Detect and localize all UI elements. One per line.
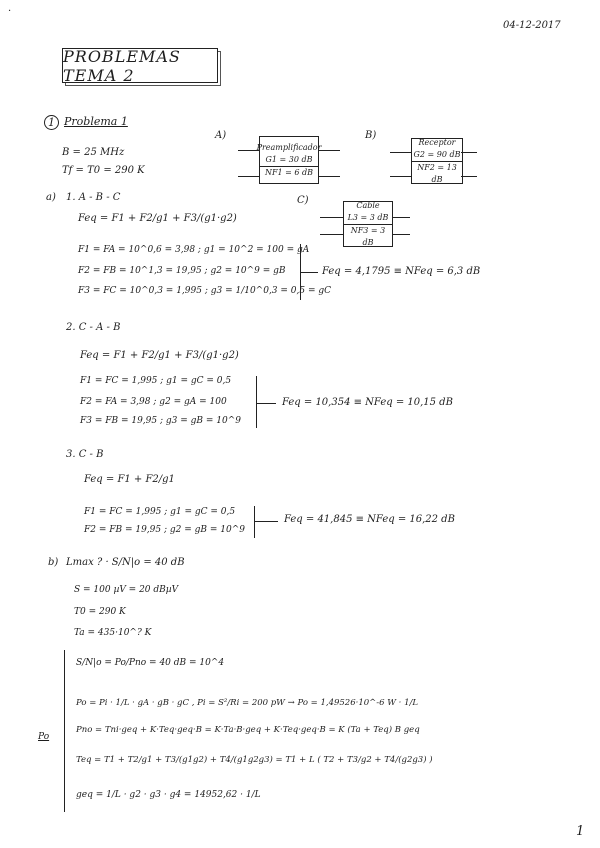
part-b-question: Lmax ? · S/N|o = 40 dB xyxy=(66,557,185,568)
case1-result: Feq = 4,1795 ≡ NFeq = 6,3 dB xyxy=(322,266,481,277)
part-b-line: Po = Pi · 1/L · gA · gB · gC , Pi = S²/Ri = 200 pW → Po = 1,49526·10^-6 W · 1/L xyxy=(76,698,418,708)
block-a-nf: NF1 = 6 dB xyxy=(260,166,318,179)
case1-heading: 1. A - B - C xyxy=(66,192,121,203)
side-label: Po xyxy=(38,732,50,742)
given-t0: T0 = 290 K xyxy=(74,607,126,617)
page-number: 1 xyxy=(576,824,585,839)
case3-formula: Feq = F1 + F2/g1 xyxy=(84,474,175,485)
case3-result: Feq = 41,845 ≡ NFeq = 16,22 dB xyxy=(284,514,455,525)
case1-line: F1 = FA = 10^0,6 = 3,98 ; g1 = 10^2 = 100 = gA xyxy=(78,245,310,255)
block-preamplifier xyxy=(256,136,322,184)
case3-line: F1 = FC = 1,995 ; g1 = gC = 0,5 xyxy=(84,507,236,517)
scan-mark: · xyxy=(8,6,12,17)
part-a-label: a) xyxy=(46,192,56,203)
case1-line: F2 = FB = 10^1,3 = 19,95 ; g2 = 10^9 = gB xyxy=(78,266,286,276)
block-a-tag: A) xyxy=(215,130,227,141)
block-c-gain: L3 = 3 dB xyxy=(347,212,389,222)
problem-number: 1 xyxy=(44,115,59,130)
block-cable xyxy=(343,201,393,247)
case2-line: F2 = FA = 3,98 ; g2 = gA = 100 xyxy=(80,397,227,407)
case3-line: F2 = FB = 19,95 ; g2 = gB = 10^9 xyxy=(84,525,245,535)
case2-result: Feq = 10,354 ≡ NFeq = 10,15 dB xyxy=(282,397,453,408)
date: 04-12-2017 xyxy=(503,20,561,31)
block-a-gain: G1 = 30 dB xyxy=(265,154,313,164)
case1-formula: Feq = F1 + F2/g1 + F3/(g1·g2) xyxy=(78,213,237,224)
block-b-name: Receptor xyxy=(418,137,456,147)
block-b-gain: G2 = 90 dB xyxy=(413,149,461,159)
block-c-tag: C) xyxy=(297,195,309,206)
block-c-nf: NF3 = 3 dB xyxy=(344,224,392,249)
part-b-line: Pno = Tni·geq + K·Teq·geq·B = K·Ta·B·geq + K·Teq·geq·B = K (Ta + Teq) B geq xyxy=(76,725,420,735)
part-b-line: geq = 1/L · g2 · g3 · g4 = 14952,62 · 1/L xyxy=(76,790,261,800)
problem-label: Problema 1 xyxy=(64,115,128,128)
given-ta: Ta = 435·10^? K xyxy=(74,628,152,638)
given-bandwidth: B = 25 MHz xyxy=(62,147,125,158)
block-receiver xyxy=(411,138,463,184)
case2-line: F1 = FC = 1,995 ; g1 = gC = 0,5 xyxy=(80,376,232,386)
block-b-tag: B) xyxy=(365,130,377,141)
block-c-name: Cable xyxy=(356,200,380,210)
case2-formula: Feq = F1 + F2/g1 + F3/(g1·g2) xyxy=(80,350,239,361)
case3-heading: 3. C - B xyxy=(66,449,104,460)
case1-line: F3 = FC = 10^0,3 = 1,995 ; g3 = 1/10^0,3 = 0,5 = gC xyxy=(78,286,332,296)
part-b-line: S/N|o = Po/Pno = 40 dB = 10^4 xyxy=(76,658,225,668)
block-b-nf: NF2 = 13 dB xyxy=(412,161,462,186)
given-signal: S = 100 µV = 20 dBµV xyxy=(74,585,179,595)
given-temperature: Tf = T0 = 290 K xyxy=(62,165,145,176)
part-b-line: Teq = T1 + T2/g1 + T3/(g1g2) + T4/(g1g2g3) = T1 + L ( T2 + T3/g2 + T4/(g2g3) ) xyxy=(76,755,433,765)
page-title: PROBLEMAS TEMA 2 xyxy=(62,48,218,83)
part-b-label: b) xyxy=(48,557,59,568)
block-a-name: Preamplificador xyxy=(256,142,322,152)
case2-line: F3 = FB = 19,95 ; g3 = gB = 10^9 xyxy=(80,416,241,426)
case2-heading: 2. C - A - B xyxy=(66,322,121,333)
